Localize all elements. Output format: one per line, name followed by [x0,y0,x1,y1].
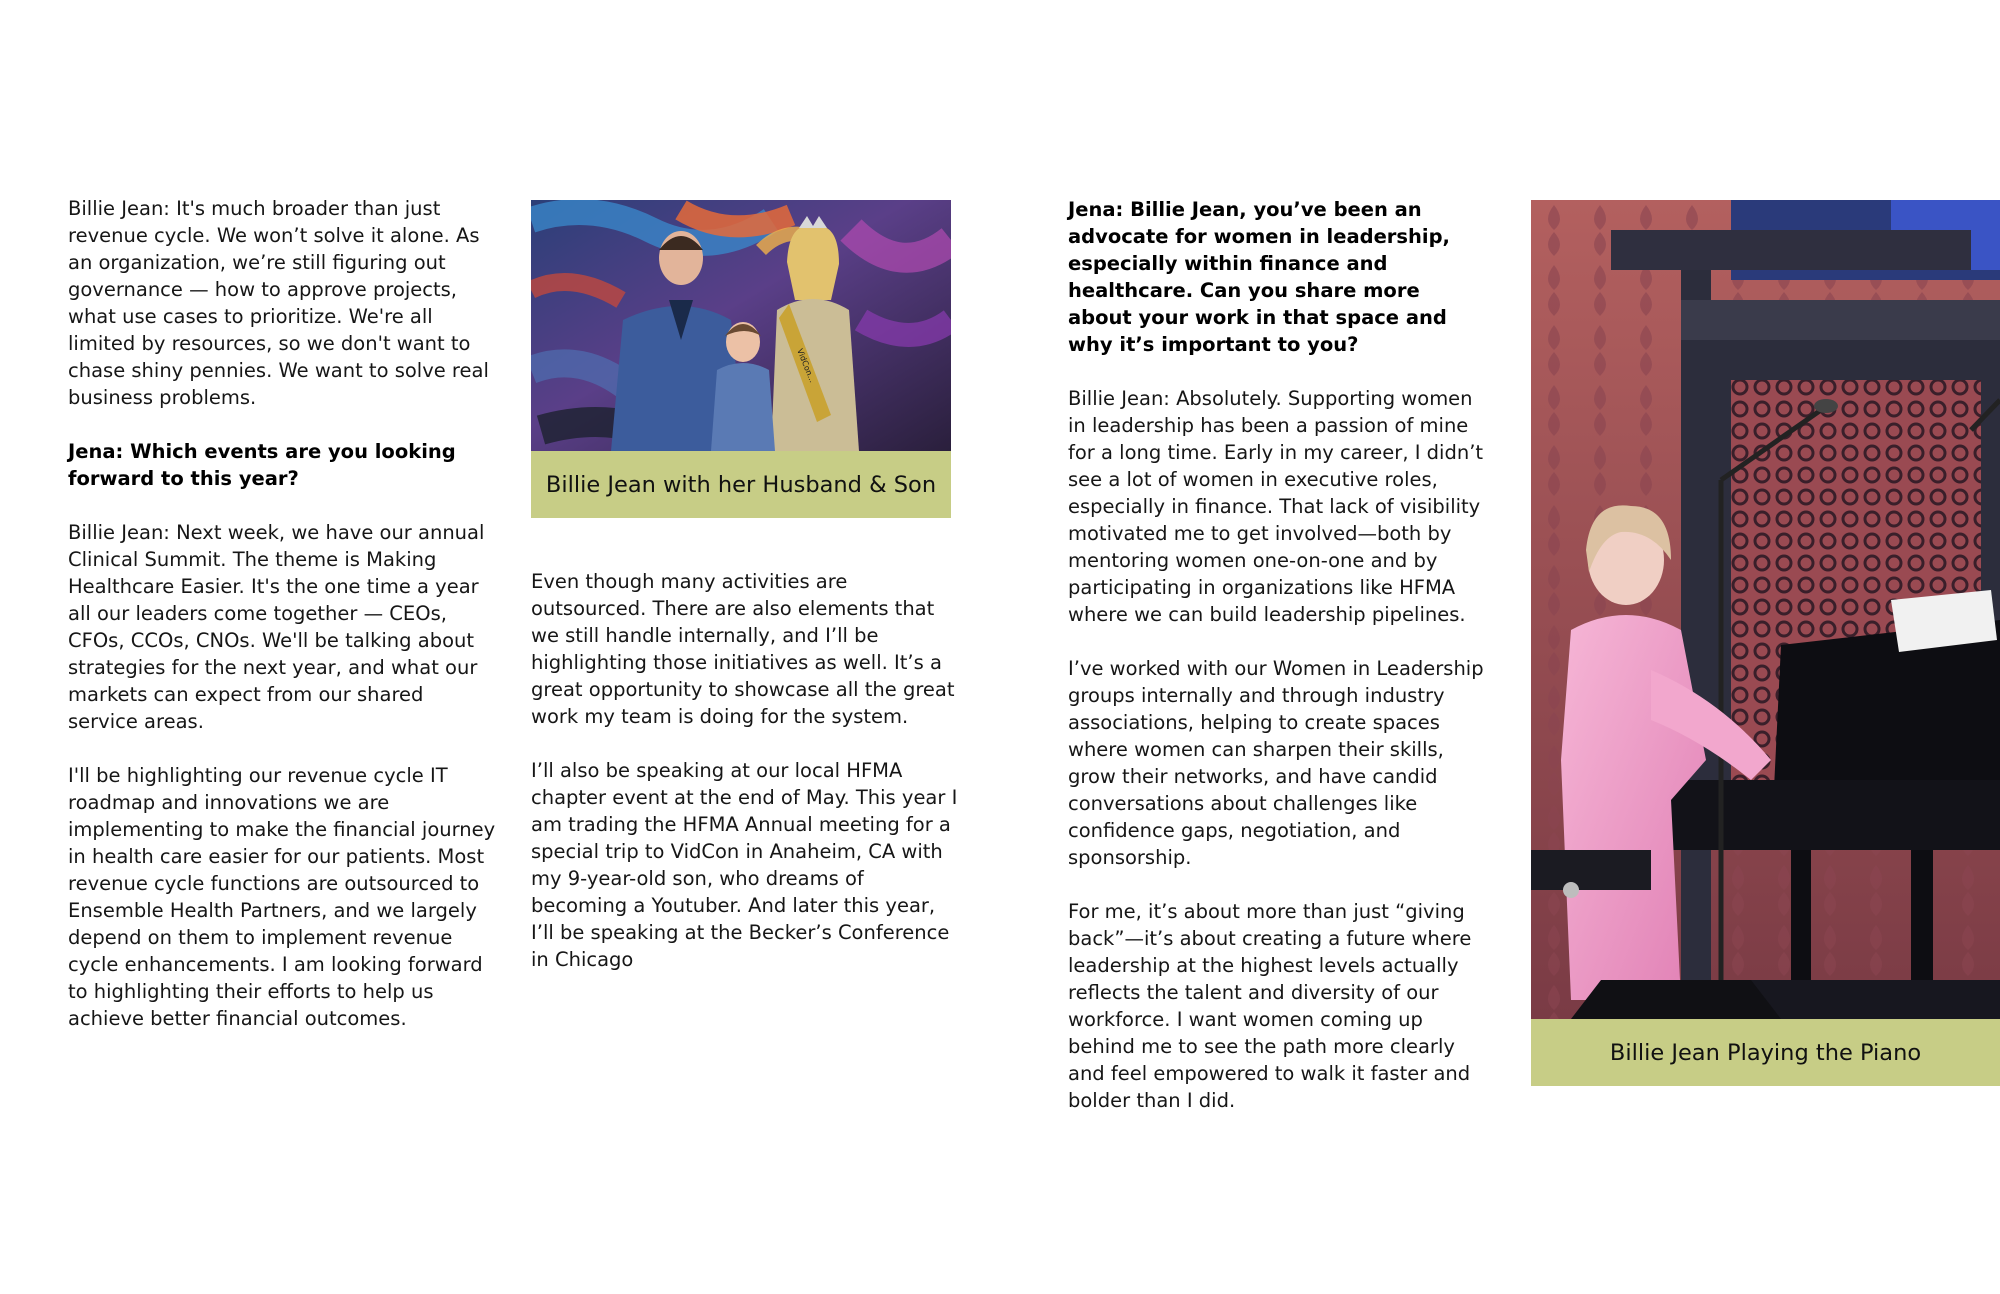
piano-photo-caption [1531,1019,2000,1086]
paragraph: I'll be highlighting our revenue cycle IT roadmap and innovations we are implementing to make the financial journey in health care easier for our patients. Most revenue cycle functions are outsourced to Ensemble Health Partners, and we largely depend on them to implement revenue cycle enhancements. I am looking forward to highlighting their efforts to help us achieve better financial outcomes. [68,764,496,1030]
paragraph: Billie Jean: Absolutely. Supporting women in leadership has been a passion of mine for a long time. Early in my career, I didn’t see a lot of women in executive roles, especially in finance. That lack of visibility motivated me to get involved—both by mentoring women one-on-one and by participating in organizations like HFMA where we can build leadership pipelines. [1068,387,1484,626]
caption-text: Billie Jean Playing the Piano [1609,1039,1922,1066]
paragraph: Billie Jean: Next week, we have our annual Clinical Summit. The theme is Making Healthcare Easier. It's the one time a year all our leaders come together — CEOs, CFOs, CCOs, CNOs. We'll be talking about strategies for the next year, and what our markets can expect from our shared service areas. [68,521,485,733]
paragraph: Even though many activities are outsourced. There are also elements that we still handle internally, and I’ll be highlighting those initiatives as well. It’s a great opportunity to showcase all the great work my team is doing for the system. [531,570,955,728]
caption-text: Billie Jean with her Husband & Son [545,471,937,498]
interview-question: Jena: Billie Jean, you’ve been an advocate for women in leadership, especially within finance and healthcare. Can you share more about your work in that space and why it’s important to you? [1068,198,1450,356]
interview-question: Jena: Which events are you looking forward to this year? [68,440,456,490]
article-column-2 [531,568,961,1000]
paragraph: For me, it’s about more than just “giving back”—it’s about creating a future where leadership at the highest levels actually reflects the talent and diversity of our workforce. I want women coming up behind me to see the path more clearly and feel empowered to walk it faster and bolder than I did. [1068,900,1472,1112]
piano-photo [1531,200,2000,1019]
family-photo [531,200,951,451]
article-column-3 [1068,196,1488,1141]
sash-text: VidCon... [795,347,817,384]
family-photo-caption [531,451,951,518]
paragraph: Billie Jean: It's much broader than just revenue cycle. We won’t solve it alone. As an organization, we’re still figuring out governance — how to approve projects, what use cases to prioritize. We're all limited by resources, so we don't want to chase shiny pennies. We want to solve real business problems. [68,197,489,409]
paragraph: I’ll also be speaking at our local HFMA chapter event at the end of May. This year I am trading the HFMA Annual meeting for a special trip to VidCon in Anaheim, CA with my 9-year-old son, who dreams of becoming a Youtuber. And later this year, I’ll be speaking at the Becker’s Conference in Chicago [531,759,958,971]
article-column-1 [68,195,498,1059]
paragraph: I’ve worked with our Women in Leadership groups internally and through industry associations, helping to create spaces where women can sharpen their skills, grow their networks, and have candid conversations about challenges like confidence gaps, negotiation, and sponsorship. [1068,657,1484,869]
